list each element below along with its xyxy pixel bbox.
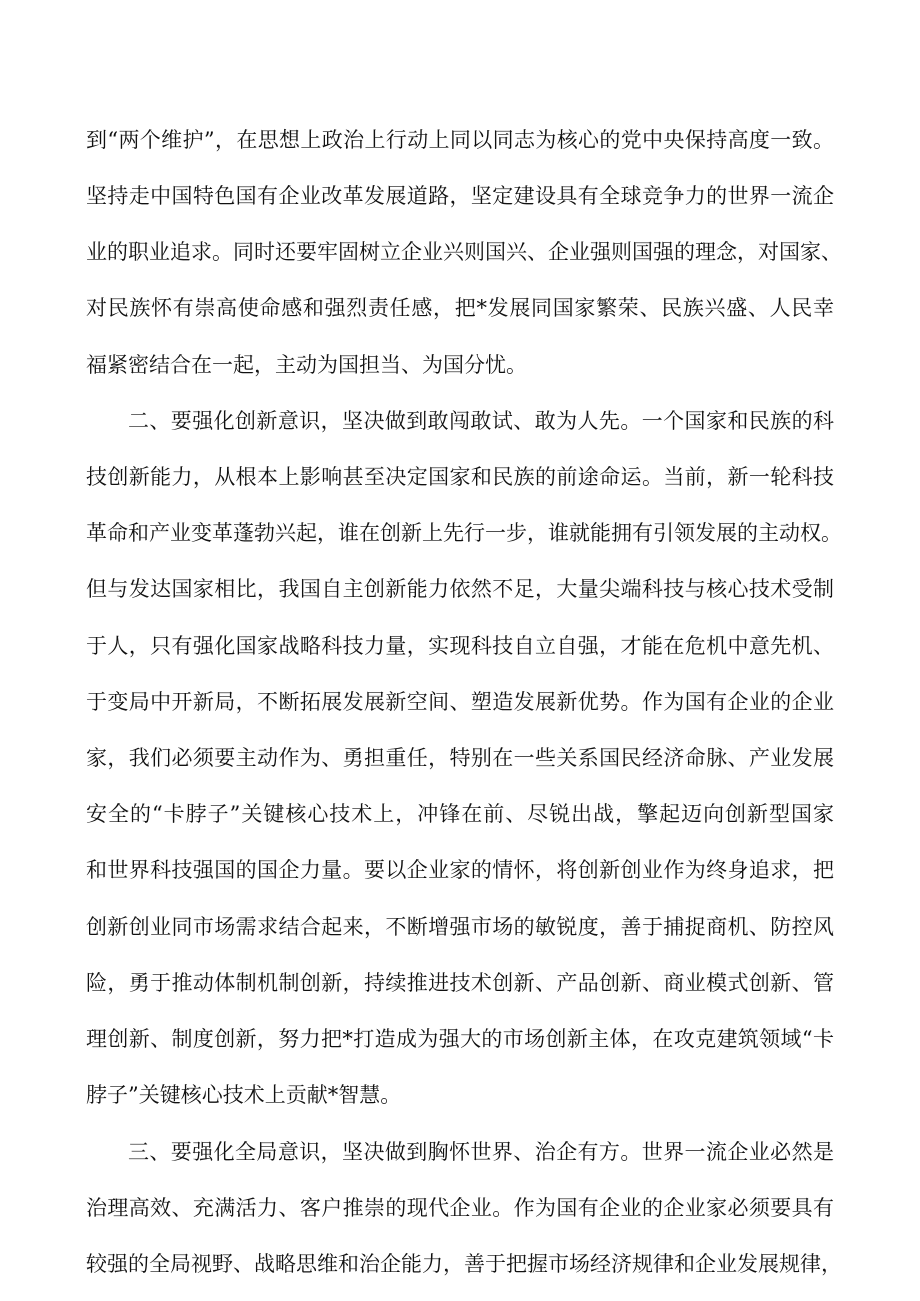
- text-line: 较强的全局视野、战略思维和治企能力，善于把握市场经济规律和企业发展规律，: [86, 1252, 842, 1276]
- paragraph-heading-line: 二、要强化创新意识，坚决做到敢闯敢试、敢为人先。一个国家和民族的科: [128, 409, 834, 433]
- text-line: 理创新、制度创新，努力把*打造成为强大的市场创新主体，在攻克建筑领域“卡: [86, 1027, 834, 1051]
- text-line: 福紧密结合在一起，主动为国担当、为国分忧。: [86, 353, 527, 377]
- text-line: 于变局中开新局，不断拓展发展新空间、塑造发展新优势。作为国有企业的企业: [86, 690, 834, 714]
- text-line: 治理高效、充满活力、客户推崇的现代企业。作为国有企业的企业家必须要具有: [86, 1196, 834, 1220]
- text-line: 业的职业追求。同时还要牢固树立企业兴则国兴、企业强则国强的理念，对国家、: [86, 240, 842, 264]
- text-line: 到“两个维护”，在思想上政治上行动上同以同志为核心的党中央保持高度一致。: [86, 128, 834, 152]
- text-line: 安全的“卡脖子”关键核心技术上，冲锋在前、尽锐出战，擎起迈向创新型国家: [86, 802, 834, 826]
- text-line: 技创新能力，从根本上影响甚至决定国家和民族的前途命运。当前，新一轮科技: [86, 465, 834, 489]
- text-line: 坚持走中国特色国有企业改革发展道路，坚定建设具有全球竞争力的世界一流企: [86, 184, 834, 208]
- text-line: 对民族怀有崇高使命感和强烈责任感，把*发展同国家繁荣、民族兴盛、人民幸: [86, 296, 834, 320]
- text-line: 于人，只有强化国家战略科技力量，实现科技自立自强，才能在危机中意先机、: [86, 634, 834, 658]
- text-line: 革命和产业变革蓬勃兴起，谁在创新上先行一步，谁就能拥有引领发展的主动权。: [86, 521, 842, 545]
- text-line: 家，我们必须要主动作为、勇担重任，特别在一些关系国民经济命脉、产业发展: [86, 746, 834, 770]
- text-line: 但与发达国家相比，我国自主创新能力依然不足，大量尖端科技与核心技术受制: [86, 577, 834, 601]
- paragraph-heading-line: 三、要强化全局意识，坚决做到胸怀世界、治企有方。世界一流企业必然是: [128, 1140, 834, 1164]
- text-line: 和世界科技强国的国企力量。要以企业家的情怀，将创新创业作为终身追求，把: [86, 858, 834, 882]
- text-line: 脖子”关键核心技术上贡献*智慧。: [86, 1083, 402, 1107]
- text-line: 创新创业同市场需求结合起来，不断增强市场的敏锐度，善于捕捉商机、防控风: [86, 915, 834, 939]
- text-line: 险，勇于推动体制机制创新，持续推进技术创新、产品创新、商业模式创新、管: [86, 971, 834, 995]
